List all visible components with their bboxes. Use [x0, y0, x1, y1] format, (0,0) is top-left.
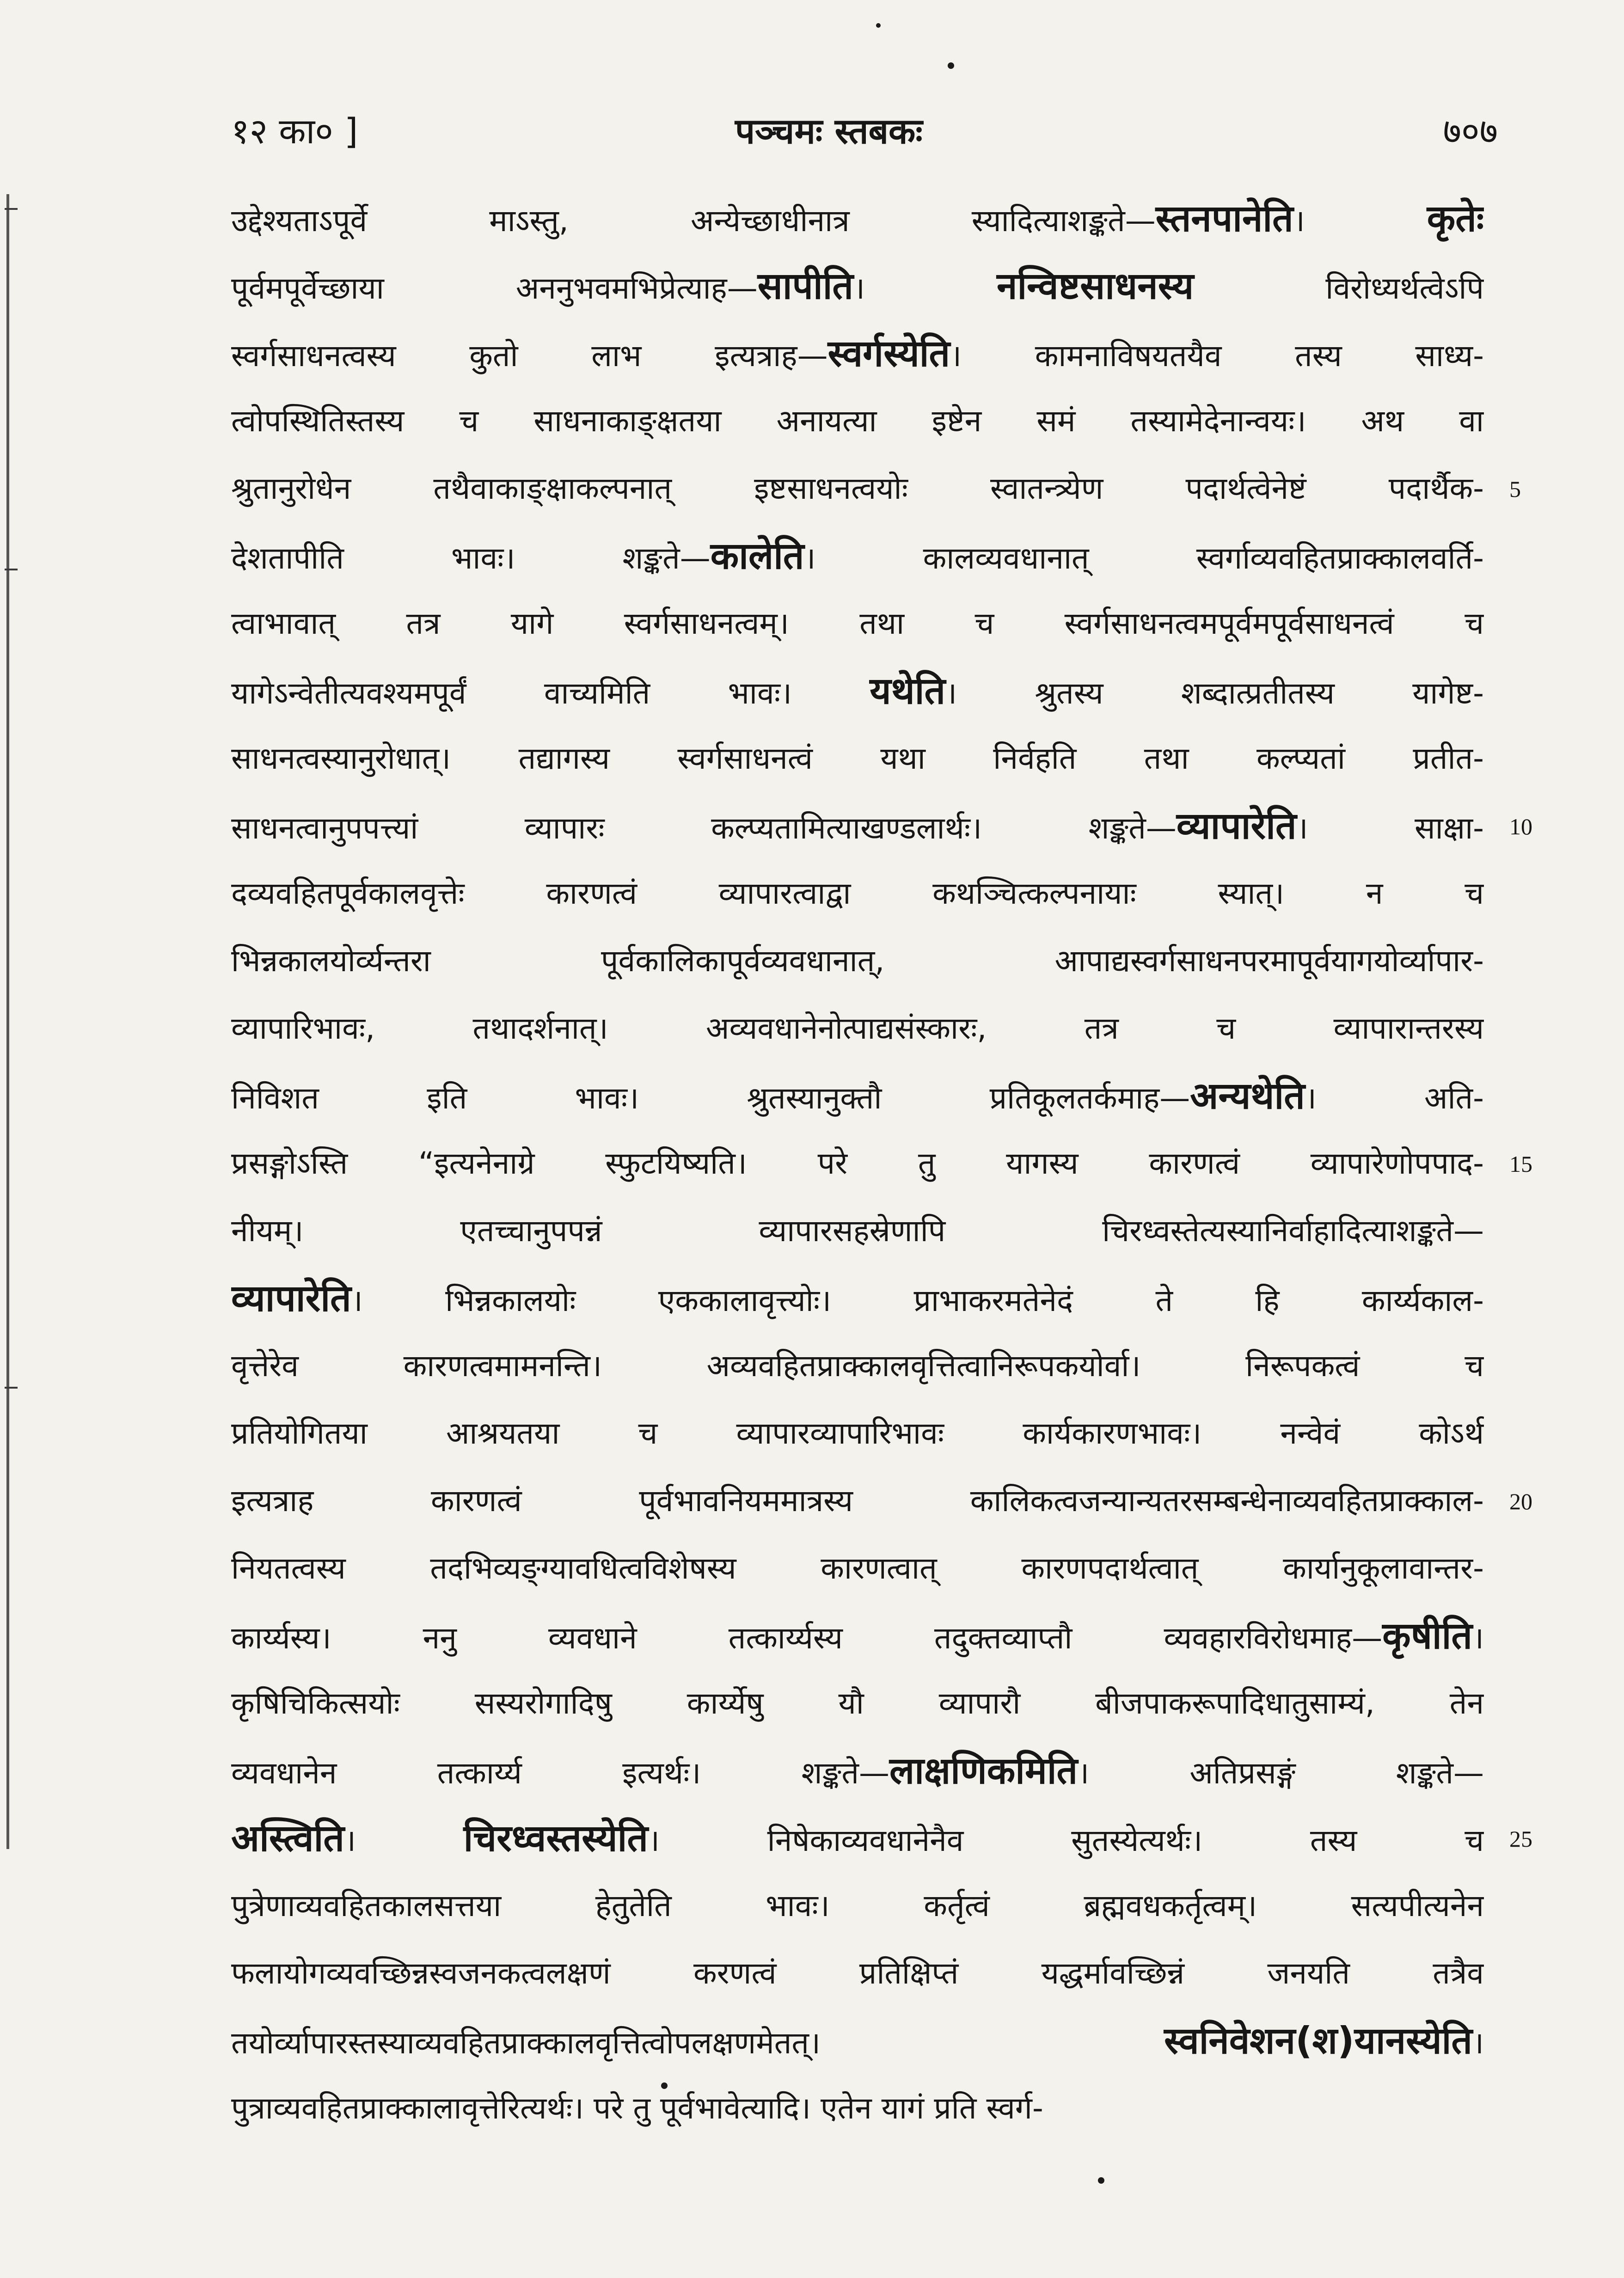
text-segment: त्वोपस्थितिस्तस्य च साधनाकाङ्क्षतया अनायत्या इष्टेन समं तस्यामेदेनान्वयः। अथ वा: [231, 403, 1484, 439]
text-line: [231, 1467, 1484, 1535]
text-line: [231, 1332, 1484, 1400]
text-segment: त्वाभावात् तत्र यागे स्वर्गसाधनत्वम्। तथा च स्वर्गसाधनत्वमपूर्वमपूर्वसाधनत्वं च: [231, 606, 1484, 641]
lemma-keyword: स्वर्गस्येति: [827, 332, 950, 375]
text-line: [231, 455, 1484, 522]
text-line: [231, 1400, 1484, 1467]
lemma-keyword: चिरध्वस्तस्येति: [463, 1817, 648, 1860]
text-segment: प्रतियोगितया आश्रयतया च व्यापारव्यापारिभावः कार्यकारणभावः। नन्वेवं कोऽर्थ: [231, 1415, 1484, 1451]
text-line: [231, 590, 1484, 657]
text-line: [231, 1265, 1484, 1332]
text-segment: कार्य्यस्य। ननु व्यवधाने तत्कार्य्यस्य तदुक्तव्याप्तौ व्यवहारविरोधमाह—: [231, 1620, 1383, 1656]
text-segment: पुत्रेणाव्यवहितकालसत्तया हेतुतेति भावः। कर्तृत्वं ब्रह्मवधकर्तृत्वम्। सत्यपीत्यनेन: [231, 1888, 1484, 1923]
text-segment: । कामनाविषयतयैव तस्य साध्य-: [950, 338, 1484, 374]
text-segment: तयोर्व्यापारस्तस्याव्यवहितप्राक्कालवृत्तित्वोपलक्षणमेतत्।: [231, 2025, 1164, 2061]
text-line: [231, 1602, 1484, 1670]
text-segment: श्रुतानुरोधेन तथैवाकाङ्क्षाकल्पनात् इष्टसाधनत्वयोः स्वातन्त्र्येण पदार्थत्वेनेष्टं पदार्थैक-: [231, 471, 1484, 506]
text-segment: उद्देश्यताऽपूर्वे माऽस्तु, अन्येच्छाधीनात्र स्यादित्याशङ्कते—: [231, 203, 1156, 239]
text-segment: । भिन्नकालयोः एककालावृत्त्योः। प्राभाकरमतेनेदं ते हि कार्य्यकाल-: [351, 1283, 1484, 1318]
text-segment: निविशत इति भावः। श्रुतस्यानुक्तौ प्रतिकूलतर्कमाह—: [231, 1080, 1190, 1116]
text-line: [231, 1130, 1484, 1197]
text-line: [231, 320, 1484, 387]
ink-speck: [1098, 2177, 1104, 2184]
text-segment: ।: [344, 1823, 464, 1858]
text-line: [231, 2075, 1484, 2142]
lemma-keyword: स्वनिवेशन(श)यानस्येति: [1164, 2019, 1472, 2062]
lemma-keyword: सापीति: [757, 264, 854, 307]
text-segment: नीयम्। एतच्चानुपपन्नं व्यापारसहस्रेणापि चिरध्वस्तेत्यस्यानिर्वाहादित्याशङ्कते—: [231, 1213, 1484, 1249]
text-segment: साधनत्वस्यानुरोधात्। तद्यागस्य स्वर्गसाधनत्वं यथा निर्वहति तथा कल्प्यतां प्रतीत-: [231, 741, 1484, 776]
text-segment: ।: [1472, 2025, 1484, 2061]
text-segment: व्यापारिभावः, तथादर्शनात्। अव्यवधानेनोत्पाद्यसंस्कारः, तत्र च व्यापारान्तरस्य: [231, 1010, 1484, 1046]
text-line: [231, 657, 1484, 725]
text-segment: फलायोगव्यवच्छिन्नस्वजनकत्वलक्षणं करणत्वं प्रतिक्षिप्तं यद्धर्मावच्छिन्नं जनयति तत्रैव: [231, 1955, 1484, 1991]
page-header: [231, 106, 1498, 162]
text-segment: कृषिचिकित्सयोः सस्यरोगादिषु कार्य्येषु यौ व्यापारौ बीजपाकरूपादिधातुसाम्यं, तेन: [231, 1685, 1484, 1721]
lemma-keyword: लाक्षणिकमिति: [889, 1749, 1078, 1792]
text-line: [231, 1535, 1484, 1602]
text-segment: ।: [1293, 203, 1427, 239]
binding-mark: [5, 208, 18, 210]
binding-edge: [6, 194, 9, 1849]
text-segment: भिन्नकालयोर्व्यन्तरा पूर्वकालिकापूर्वव्यवधानात्, आपाद्यस्वर्गसाधनपरमापूर्वयागयोर्व्यापार-: [231, 943, 1484, 979]
text-line: [231, 1670, 1484, 1737]
text-line: [231, 522, 1484, 590]
line-number: 5: [1509, 476, 1521, 502]
lemma-keyword: कृषीति: [1382, 1614, 1472, 1657]
text-line: [231, 185, 1484, 252]
page-number: ७०७: [1443, 110, 1498, 152]
text-segment: । अतिप्रसङ्गं शङ्कते—: [1078, 1755, 1484, 1791]
section-marker: १२ का० ]: [231, 110, 358, 152]
text-segment: स्वर्गसाधनत्वस्य कुतो लाभ इत्यत्राह—: [231, 338, 828, 374]
line-number: 25: [1509, 1826, 1532, 1852]
lemma-keyword: कालेति: [710, 534, 804, 577]
binding-mark: [5, 1387, 18, 1389]
text-segment: इत्यत्राह कारणत्वं पूर्वभावनियममात्रस्य कालिकत्वजन्यान्यतरसम्बन्धेनाव्यवहितप्राक्काल-: [231, 1483, 1484, 1519]
text-segment: नियतत्वस्य तदभिव्यङ्ग्यावधित्वविशेषस्य कारणत्वात् कारणपदार्थत्वात् कार्यानुकूलावान्तर-: [231, 1550, 1484, 1586]
text-segment: दव्यवहितपूर्वकालवृत्तेः कारणत्वं व्यापारत्वाद्वा कथञ्चित्कल्पनायाः स्यात्। न च: [231, 876, 1484, 911]
commentary-text: [231, 185, 1484, 2142]
text-segment: व्यवधानेन तत्कार्य्य इत्यर्थः। शङ्कते—: [231, 1755, 889, 1791]
text-segment: ।: [1472, 1620, 1484, 1656]
text-line: [231, 387, 1484, 455]
text-line: [231, 252, 1484, 320]
running-title: पञ्चमः स्तबकः: [735, 110, 923, 152]
text-line: [231, 725, 1484, 792]
line-number: 15: [1509, 1151, 1532, 1177]
lemma-keyword: व्यापारेति: [1176, 804, 1297, 847]
text-segment: ।: [853, 270, 997, 306]
text-line: [231, 1805, 1484, 1872]
lemma-keyword: नन्विष्टसाधनस्य: [997, 264, 1194, 307]
text-line: [231, 995, 1484, 1062]
lemma-keyword: व्यापारेति: [231, 1277, 351, 1320]
text-segment: । अति-: [1305, 1080, 1484, 1116]
text-segment: । साक्षा-: [1296, 810, 1484, 846]
text-segment: । कालव्यवधानात् स्वर्गाव्यवहितप्राक्कालवर्ति-: [804, 540, 1484, 576]
text-segment: वृत्तेरेव कारणत्वमामनन्ति। अव्यवहितप्राक्कालवृत्तित्वानिरूपकयोर्वा। निरूपकत्वं च: [231, 1348, 1484, 1384]
text-line: [231, 2007, 1484, 2075]
text-segment: पुत्राव्यवहितप्राक्कालावृत्तेरित्यर्थः। परे तु पूर्वभावेत्यादि। एतेन यागं प्रति स्वर्ग-: [231, 2090, 1043, 2126]
text-line: [231, 1872, 1484, 1940]
text-segment: यागेऽन्वेतीत्यवश्यमपूर्वं वाच्यमिति भावः।: [231, 675, 870, 711]
text-segment: । निषेकाव्यवधानेनैव सुतस्येत्यर्थः। तस्य च: [648, 1823, 1484, 1858]
binding-mark: [5, 569, 18, 570]
lemma-keyword: यथेति: [870, 669, 946, 712]
text-segment: विरोध्यर्थत्वेऽपि: [1194, 270, 1484, 306]
lemma-keyword: अन्यथेति: [1190, 1074, 1305, 1117]
lemma-keyword: कृतेः: [1427, 197, 1484, 240]
text-line: [231, 1062, 1484, 1130]
text-segment: साधनत्वानुपपत्त्यां व्यापारः कल्प्यतामित्याखण्डलार्थः। शङ्कते—: [231, 810, 1177, 846]
line-number: 20: [1509, 1488, 1532, 1514]
text-segment: देशतापीति भावः। शङ्कते—: [231, 540, 711, 576]
lemma-keyword: अस्त्विति: [231, 1817, 344, 1860]
text-line: [231, 927, 1484, 995]
line-number: 10: [1509, 814, 1532, 839]
ink-speck: [948, 62, 954, 69]
text-line: [231, 1197, 1484, 1265]
text-segment: पूर्वमपूर्वेच्छाया अननुभवमभिप्रेत्याह—: [231, 270, 758, 306]
text-line: [231, 1737, 1484, 1805]
text-segment: प्रसङ्गोऽस्ति “इत्यनेनाग्रे स्फुटयिष्यति। परे तु यागस्य कारणत्वं व्यापारेणोपपाद-: [231, 1145, 1484, 1181]
ink-speck: [876, 23, 881, 28]
text-line: [231, 1940, 1484, 2007]
text-line: [231, 792, 1484, 860]
lemma-keyword: स्तनपानेति: [1155, 197, 1293, 240]
text-line: [231, 860, 1484, 927]
text-segment: । श्रुतस्य शब्दात्प्रतीतस्य यागेष्ट-: [945, 675, 1484, 711]
